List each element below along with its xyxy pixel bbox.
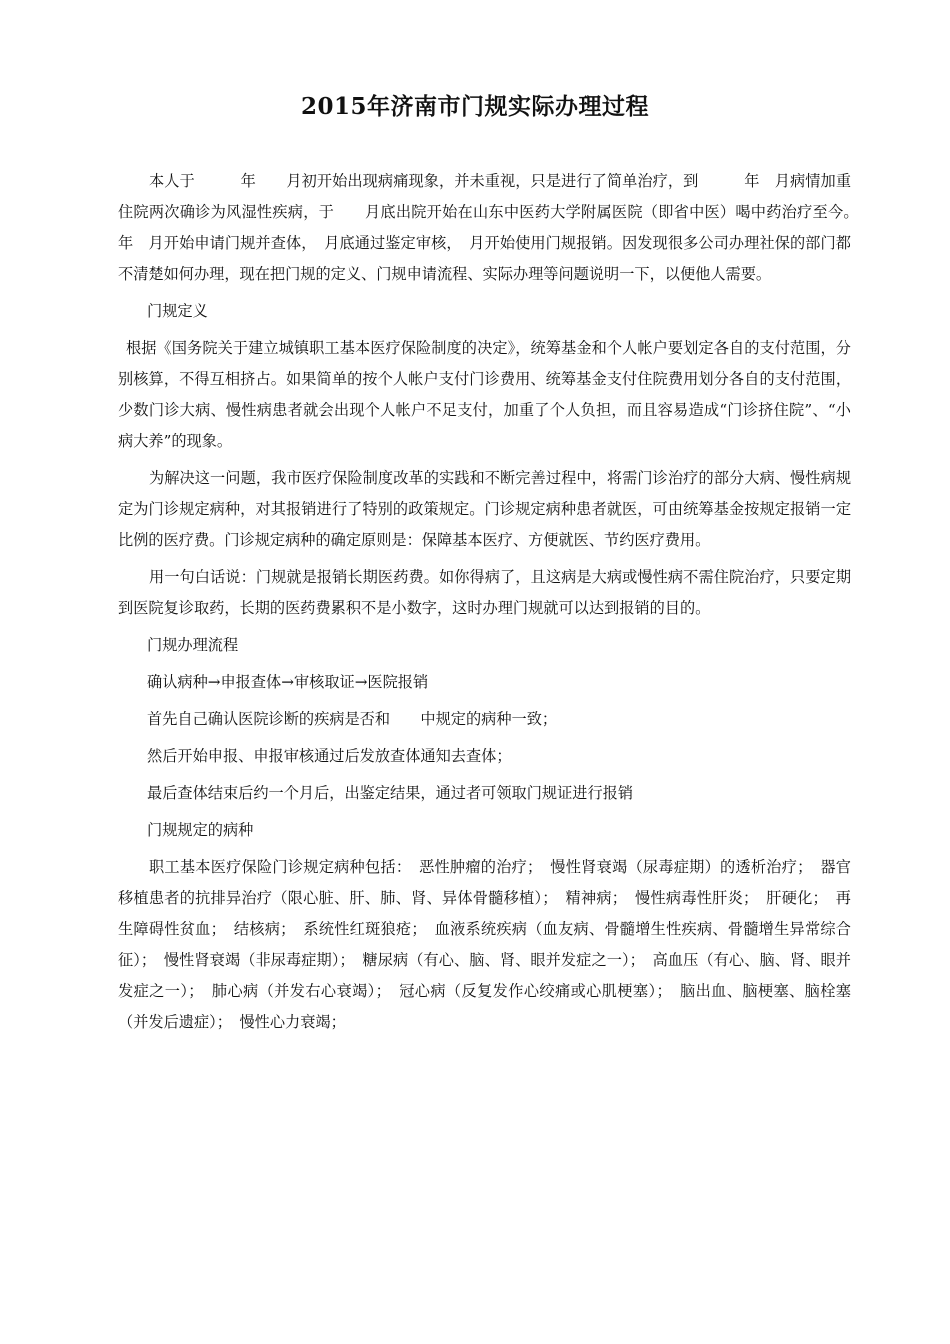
definition-paragraph-1: 根据《国务院关于建立城镇职工基本医疗保险制度的决定》，统筹基金和个人帐户要划定各自的支付范围，分别核算，不得互相挤占。如果简单的按个人帐户支付门诊费用、统筹基金支付住院费用划分各自的支付范围，少数门诊大病、慢性病患者就会出现个人帐户不足支付，加重了个人负担，而且容易造成“门诊挤住院”、“小病大养”的现象。 [118,339,851,450]
definition-paragraph-3: 用一句白话说：门规就是报销长期医药费。如你得病了，且这病是大病或慢性病不需住院治疗，只要定期到医院复诊取药，长期的医药费累积不是小数字，这时办理门规就可以达到报销的目的。 [118,568,851,617]
definition-paragraph-2: 为解决这一问题，我市医疗保险制度改革的实践和不断完善过程中，将需门诊治疗的部分大病、慢性病规定为门诊规定病种，对其报销进行了特别的政策规定。门诊规定病种患者就医，可由统筹基金按规定报销一定比例的医疗费。门诊规定病种的确定原则是：保障基本医疗、方便就医、节约医疗费用。 [118,469,851,549]
section-heading-process: 门规办理流程 [147,636,239,654]
document-body [118,166,882,1044]
section-heading-definition: 门规定义 [147,302,208,320]
section-heading-diseases: 门规规定的病种 [147,821,254,839]
process-step-1: 首先自己确认医院诊断的疾病是否和 中规定的病种一致； [147,710,558,728]
document-title: 2015年济南市门规实际办理过程 [300,93,649,120]
intro-paragraph: 本人于 年 月初开始出现病痛现象，并未重视，只是进行了简单治疗，到 年 月病情加重住院两次确诊为风湿性疾病，于 月底出院开始在山东中医药大学附属医院（即省中医）喝中药治疗至今。 年 月开始申请门规并查体， 月底通过鉴定审核， 月开始使用门规报销。因发现很多公司办理社保的部门都不清楚如何办理，现在把门规的定义、门规申请流程、实际办理等问题说明一下，以便他人需要。 [118,172,882,283]
process-step-2: 然后开始申报、申报审核通过后发放查体通知去查体； [147,747,512,765]
process-step-3: 最后查体结束后约一个月后，出鉴定结果，通过者可领取门规证进行报销 [147,784,633,802]
process-flow: 确认病种→申报查体→审核取证→医院报销 [147,673,429,691]
diseases-paragraph: 职工基本医疗保险门诊规定病种包括： 恶性肿瘤的治疗； 慢性肾衰竭（尿毒症期）的透析治疗； 器官移植患者的抗排异治疗（限心脏、肝、肺、肾、异体骨髓移植）； 精神病； 慢性病毒性肝炎； 肝硬化； 再生障碍性贫血； 结核病； 系统性红斑狼疮； 血液系统疾病（血友病、骨髓增生性疾病、骨髓增生异常综合征）； 慢性肾衰竭（非尿毒症期）； 糖尿病（有心、脑、肾、眼并发症之一）； 高血压（有心、脑、肾、眼并发症之一）； 肺心病（并发右心衰竭）； 冠心病（反复发作心绞痛或心肌梗塞）； 脑出血、脑梗塞、脑栓塞（并发后遗症）； 慢性心力衰竭； [118,858,851,1031]
